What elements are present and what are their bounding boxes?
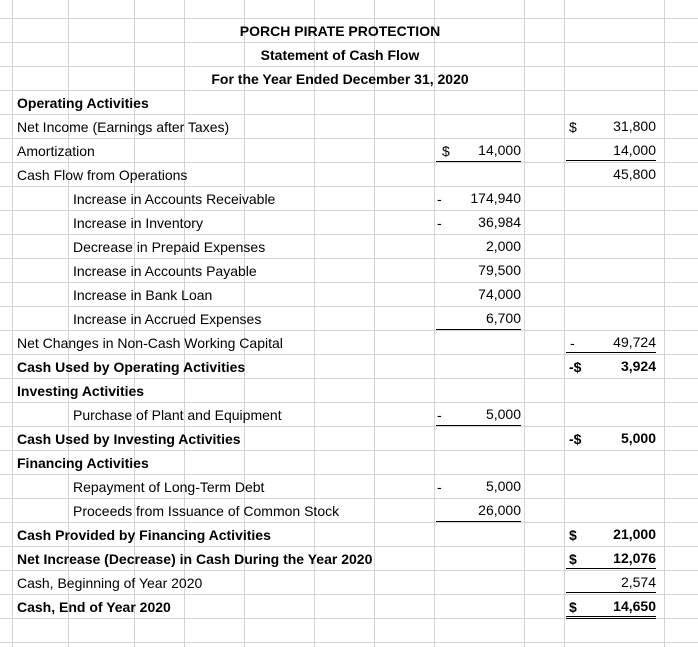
row-label: Cash, End of Year 2020 — [17, 599, 171, 615]
statement-row — [0, 115, 698, 139]
amount-column-d: 12,076 — [566, 547, 656, 569]
sign-minus: - — [570, 335, 575, 351]
sign-minus: - — [437, 479, 442, 495]
statement-row — [0, 163, 698, 187]
statement-row — [0, 499, 698, 523]
amount-column-d: 21,000 — [613, 526, 656, 542]
amount-column-c: 79,500 — [478, 262, 521, 278]
title-row — [0, 19, 698, 43]
row-label: Increase in Bank Loan — [73, 287, 213, 303]
row-label: Financing Activities — [17, 455, 149, 471]
statement-row — [0, 307, 698, 331]
company-name: PORCH PIRATE PROTECTION — [239, 23, 441, 39]
row-label: Purchase of Plant and Equipment — [73, 407, 282, 423]
currency-symbol: $ — [569, 551, 577, 567]
row-label: Net Increase (Decrease) in Cash During the Year 2020 — [17, 551, 373, 567]
amount-column-d: 45,800 — [613, 166, 656, 182]
statement-row — [0, 571, 698, 595]
statement-row — [0, 91, 698, 115]
amount-column-c: 36,984 — [478, 214, 521, 230]
row-label: Increase in Inventory — [73, 215, 203, 231]
amount-column-d: 14,000 — [566, 139, 656, 161]
currency-symbol: -$ — [569, 431, 582, 447]
statement-row — [0, 235, 698, 259]
row-label: Cash Used by Operating Activities — [17, 359, 246, 375]
statement-row — [0, 379, 698, 403]
amount-column-c: 26,000 — [436, 499, 521, 522]
row-label: Net Changes in Non-Cash Working Capital — [17, 335, 283, 351]
currency-symbol: -$ — [569, 359, 582, 375]
amount-column-d: 14,650 — [566, 595, 656, 619]
statement-row — [0, 523, 698, 547]
statement-row — [0, 451, 698, 475]
title-row — [0, 67, 698, 91]
statement-row — [0, 211, 698, 235]
statement-row — [0, 595, 698, 619]
currency-symbol: $ — [569, 527, 577, 543]
row-label: Proceeds from Issuance of Common Stock — [73, 503, 340, 519]
sign-minus: - — [437, 191, 442, 207]
row-label: Cash, Beginning of Year 2020 — [17, 575, 203, 591]
amount-column-c: 2,000 — [485, 238, 521, 254]
sign-minus: - — [437, 407, 442, 423]
row-label: Operating Activities — [17, 95, 149, 111]
row-label: Increase in Accounts Receivable — [73, 191, 276, 207]
statement-row — [0, 187, 698, 211]
sign-minus: - — [437, 215, 442, 231]
row-label: Decrease in Prepaid Expenses — [73, 239, 266, 255]
row-label: Cash Flow from Operations — [17, 167, 188, 183]
statement-row — [0, 331, 698, 355]
statement-row — [0, 259, 698, 283]
row-label: Amortization — [17, 143, 95, 159]
amount-column-c: 14,000 — [436, 139, 521, 162]
amount-column-c: 174,940 — [470, 190, 521, 206]
statement-row — [0, 139, 698, 163]
row-label: Investing Activities — [17, 383, 145, 399]
row-label: Cash Provided by Financing Activities — [17, 527, 271, 543]
statement-row — [0, 547, 698, 571]
statement-row — [0, 283, 698, 307]
amount-column-c: 5,000 — [436, 403, 521, 426]
statement-row — [0, 403, 698, 427]
amount-column-c: 5,000 — [485, 478, 521, 494]
amount-column-d: 5,000 — [620, 430, 656, 446]
row-label: Increase in Accounts Payable — [73, 263, 257, 279]
amount-column-c: 74,000 — [478, 286, 521, 302]
statement-row — [0, 427, 698, 451]
statement-title: Statement of Cash Flow — [260, 47, 420, 63]
currency-symbol: $ — [569, 599, 577, 615]
amount-column-d: 2,574 — [566, 571, 656, 593]
row-label: Cash Used by Investing Activities — [17, 431, 241, 447]
amount-column-d: 3,924 — [620, 358, 656, 374]
title-row — [0, 43, 698, 67]
row-label: Repayment of Long-Term Debt — [73, 479, 265, 495]
amount-column-d: 31,800 — [613, 118, 656, 134]
statement-period: For the Year Ended December 31, 2020 — [211, 71, 469, 87]
amount-column-d: 49,724 — [566, 331, 656, 353]
statement-row — [0, 355, 698, 379]
currency-symbol: $ — [442, 143, 450, 159]
currency-symbol: $ — [569, 119, 577, 135]
statement-row — [0, 475, 698, 499]
row-label: Net Income (Earnings after Taxes) — [17, 119, 230, 135]
amount-column-c: 6,700 — [436, 307, 521, 330]
row-label: Increase in Accrued Expenses — [73, 311, 262, 327]
